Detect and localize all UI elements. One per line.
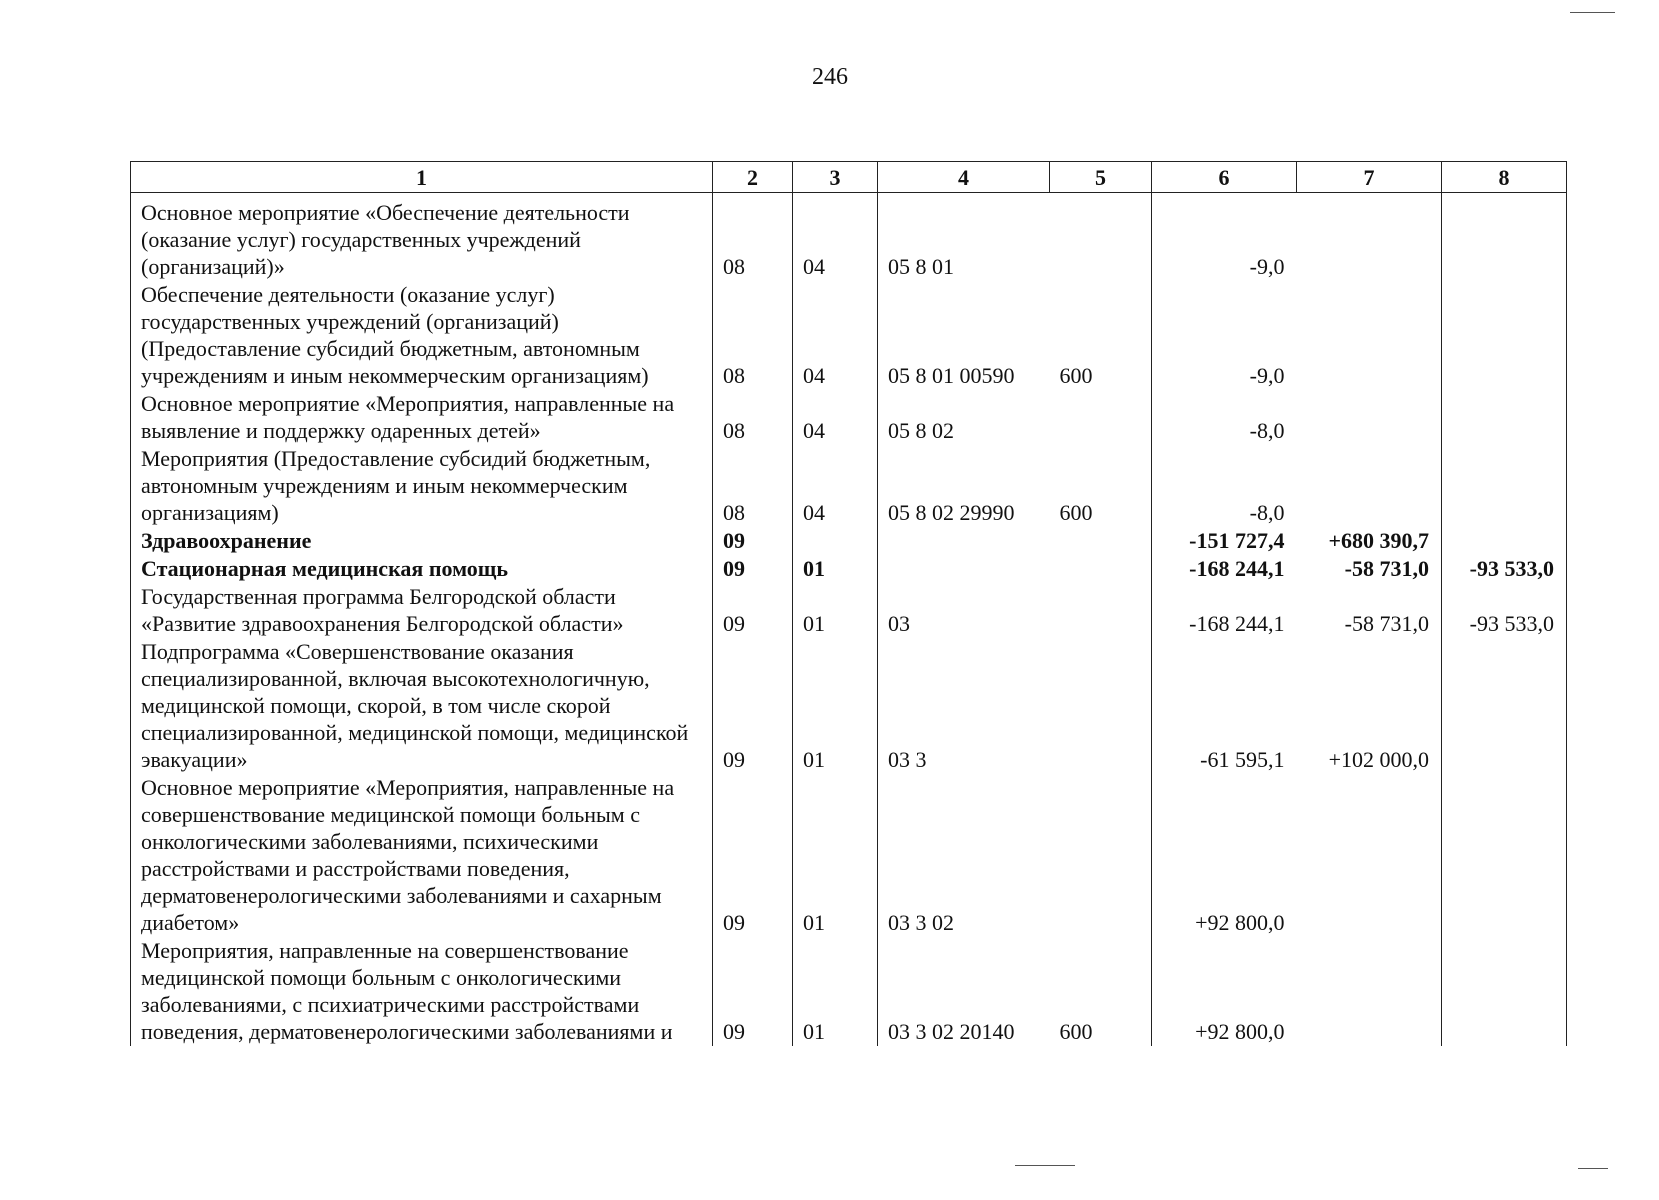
row-amount-col6: +92 800,0 [1195,1019,1285,1044]
header-col-4: 4 [878,162,1050,193]
table-row [131,199,1567,281]
row-target-code [878,527,1050,555]
row-target-code: 03 [878,583,1050,638]
header-col-3: 3 [793,162,878,193]
scan-mark [1578,1168,1608,1169]
row-expense-type: 600 [1050,445,1152,527]
row-target-code: 05 8 01 [878,199,1050,281]
table-row [131,638,1567,774]
row-expense-type [1050,390,1152,445]
budget-table [130,161,1567,1046]
header-col-2: 2 [713,162,793,193]
row-name: Мероприятия (Предоставление субсидий бюджетным, автономным учреждениям и иным некоммерческим организациям) [131,445,713,527]
row-name: Государственная программа Белгородской области «Развитие здравоохранения Белгородской области» [131,583,713,638]
row-amount-col8 [1442,527,1567,555]
row-expense-type [1050,774,1152,937]
row-amount-col7: -58 731,0 [1344,611,1429,636]
row-subsection: 01 [793,638,878,774]
row-name: Основное мероприятие «Мероприятия, направленные на выявление и поддержку одаренных детей» [131,390,713,445]
scan-mark [1015,1165,1075,1166]
row-amount-col7 [1297,281,1442,390]
row-target-code: 05 8 02 [878,390,1050,445]
row-amount-col8 [1442,445,1567,527]
row-section: 09 [713,555,793,583]
row-amount-col8 [1442,774,1567,937]
row-section: 09 [713,527,793,555]
row-section: 09 [713,583,793,638]
row-target-code: 05 8 02 29990 [878,445,1050,527]
header-row [131,162,1567,193]
row-amount-col6: -168 244,1 [1189,556,1285,581]
row-name: Обеспечение деятельности (оказание услуг) государственных учреждений (организаций) (Предоставление субсидий бюджетным, автономным учреждениям и иным некоммерческим организациям) [131,281,713,390]
row-subsection: 04 [793,390,878,445]
row-subsection [793,527,878,555]
table-row [131,445,1567,527]
header-col-8: 8 [1442,162,1567,193]
row-amount-col6: +92 800,0 [1195,910,1285,935]
row-amount-col6: -61 595,1 [1200,747,1285,772]
row-expense-type [1050,199,1152,281]
page-number: 246 [812,64,848,90]
row-subsection: 04 [793,281,878,390]
row-subsection: 01 [793,774,878,937]
row-subsection: 01 [793,555,878,583]
row-amount-col7: -58 731,0 [1344,556,1429,581]
table-row [131,583,1567,638]
row-target-code: 03 3 [878,638,1050,774]
table-row [131,281,1567,390]
table-row [131,774,1567,937]
row-amount-col6: -9,0 [1249,363,1285,388]
row-amount-col6: -8,0 [1249,418,1285,443]
table-row [131,527,1567,555]
row-section: 09 [713,638,793,774]
header-col-6: 6 [1152,162,1297,193]
row-amount-col8 [1442,390,1567,445]
row-amount-col8 [1442,638,1567,774]
row-amount-col8 [1442,199,1567,281]
row-name: Подпрограмма «Совершенствование оказания специализированной, включая высокотехнологичную, медицинской помощи, скорой, в том числе скорой специализированной, медицинской помощи, медицинской эвакуации» [131,638,713,774]
row-section: 08 [713,199,793,281]
row-amount-col8 [1442,937,1567,1046]
row-amount-col7 [1297,937,1442,1046]
row-amount-col8: -93 533,0 [1442,583,1567,638]
row-expense-type: 600 [1050,281,1152,390]
row-target-code: 05 8 01 00590 [878,281,1050,390]
row-amount-col7: +680 390,7 [1328,528,1429,553]
row-name: Мероприятия, направленные на совершенствование медицинской помощи больным с онкологическими заболеваниями, с психиатрическими расстройствами поведения, дерматовенерологическими заболеваниями и [131,937,713,1046]
row-subsection: 04 [793,199,878,281]
row-subsection: 01 [793,937,878,1046]
row-amount-col8: -93 533,0 [1442,555,1567,583]
row-target-code [878,555,1050,583]
header-col-5: 5 [1050,162,1152,193]
row-section: 08 [713,445,793,527]
row-target-code: 03 3 02 [878,774,1050,937]
scan-mark [1570,12,1615,13]
row-amount-col7 [1297,774,1442,937]
table-row [131,555,1567,583]
row-name: Стационарная медицинская помощь [131,555,713,583]
row-section: 09 [713,937,793,1046]
header-col-7: 7 [1297,162,1442,193]
row-expense-type [1050,555,1152,583]
row-amount-col6: -9,0 [1249,254,1285,279]
row-name: Основное мероприятие «Обеспечение деятельности (оказание услуг) государственных учреждений (организаций)» [131,199,713,281]
row-expense-type [1050,583,1152,638]
row-expense-type: 600 [1050,937,1152,1046]
row-section: 09 [713,774,793,937]
row-amount-col7 [1297,390,1442,445]
row-amount-col6: -151 727,4 [1189,528,1285,553]
row-section: 08 [713,281,793,390]
row-amount-col7 [1297,445,1442,527]
row-amount-col7: +102 000,0 [1328,747,1429,772]
header-col-1: 1 [131,162,713,193]
row-amount-col6: -168 244,1 [1189,611,1285,636]
table-row [131,937,1567,1046]
row-subsection: 01 [793,583,878,638]
row-expense-type [1050,638,1152,774]
row-amount-col6: -8,0 [1249,500,1285,525]
row-section: 08 [713,390,793,445]
table-row [131,390,1567,445]
row-name: Основное мероприятие «Мероприятия, направленные на совершенствование медицинской помощи больным с онкологическими заболеваниями, психическими расстройствами и расстройствами поведения, дерматовенерологическими заболеваниями и сахарным диабетом» [131,774,713,937]
row-subsection: 04 [793,445,878,527]
table-body [131,193,1567,1047]
row-target-code: 03 3 02 20140 [878,937,1050,1046]
row-amount-col8 [1442,281,1567,390]
row-amount-col7 [1297,199,1442,281]
row-expense-type [1050,527,1152,555]
row-name: Здравоохранение [131,527,713,555]
